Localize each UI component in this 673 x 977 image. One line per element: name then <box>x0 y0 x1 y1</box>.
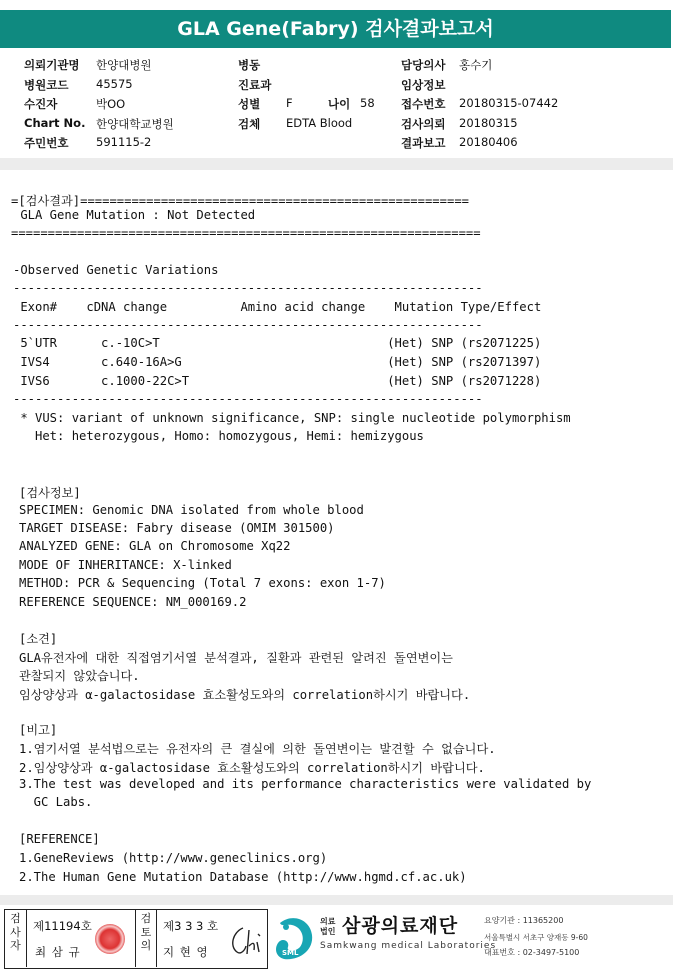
double-rule: ================================================================ <box>11 226 481 240</box>
observed-variations-title: -Observed Genetic Variations <box>13 263 219 277</box>
info-value-hospital-code: 45575 <box>96 77 133 91</box>
variation-table-header: Exon# cDNA change Amino acid change Mutation Type/Effect <box>13 300 542 314</box>
info-label-specimen: 검체 <box>238 117 261 131</box>
info-value-doctor: 홍수기 <box>459 58 493 72</box>
test-info-line: METHOD: PCR & Sequencing (Total 7 exons: exon 1-7) <box>19 576 386 590</box>
remarks-line: GC Labs. <box>19 795 93 809</box>
signature-box <box>4 909 268 969</box>
checker-name: 지 현 영 <box>163 945 209 959</box>
footer-divider <box>0 895 673 905</box>
abbreviation-note: * VUS: variant of unknown significance, SNP: single nucleotide polymorphism <box>13 411 571 425</box>
info-label-hospital-code: 병원코드 <box>24 78 69 92</box>
findings-line: 임상양상과 α-galactosidase 효소활성도와의 correlation하시기 바랍니다. <box>19 688 471 702</box>
org-name: 삼광의료재단 <box>342 915 459 937</box>
reference-header: [REFERENCE] <box>19 832 100 846</box>
info-value-specimen: EDTA Blood <box>286 116 353 130</box>
org-address: 서울특별시 서초구 양재동 9-60 <box>484 933 588 942</box>
table-bottom-rule: ---------------------------------------------------------------- <box>13 392 483 406</box>
remarks-header: [비고] <box>19 723 58 737</box>
tester-seal-stamp <box>95 924 125 954</box>
table-row: IVS6 c.1000-22C>T (Het) SNP (rs2071228) <box>13 374 542 388</box>
reference-line: 1.GeneReviews (http://www.geneclinics.org) <box>19 851 328 865</box>
info-label-age: 나이 <box>328 97 351 111</box>
test-info-line: TARGET DISEASE: Fabry disease (OMIM 301500) <box>19 521 335 535</box>
findings-header: [소견] <box>19 632 58 646</box>
checker-signature <box>227 924 265 960</box>
table-top-rule: ---------------------------------------------------------------- <box>13 281 483 295</box>
info-label-clinical-info: 임상정보 <box>401 78 446 92</box>
info-value-sex: F <box>286 96 293 110</box>
info-value-requesting-institution: 한양대병원 <box>96 58 152 72</box>
test-info-header: [검사정보] <box>19 486 81 500</box>
test-info-line: ANALYZED GENE: GLA on Chromosome Xq22 <box>19 539 291 553</box>
findings-line: 관찰되지 않았습니다. <box>19 669 140 683</box>
info-label-ward: 병동 <box>238 58 261 72</box>
remarks-line: 2.임상양상과 α-galactosidase 효소활성도와의 correlation하시기 바랍니다. <box>19 761 485 775</box>
info-value-report-date: 20180406 <box>459 135 518 149</box>
info-label-request-date: 검사의뢰 <box>401 117 446 131</box>
info-label-doctor: 담당의사 <box>401 58 446 72</box>
sml-logo-text: SML <box>282 949 299 957</box>
info-label-patient: 수진자 <box>24 97 58 111</box>
sml-logo-icon <box>272 913 314 963</box>
info-label-id-number: 주민번호 <box>24 136 69 150</box>
checker-label: 검토의 <box>135 910 157 967</box>
info-label-sex: 성별 <box>238 97 261 111</box>
table-row: IVS4 c.640-16A>G (Het) SNP (rs2071397) <box>13 355 542 369</box>
info-value-chart-no: 한양대학교병원 <box>96 117 174 131</box>
result-section-header: =[검사결과]===================================================== <box>11 194 469 208</box>
info-label-chart-no: Chart No. <box>24 116 86 130</box>
info-value-id-number: 591115-2 <box>96 135 152 149</box>
test-info-line: REFERENCE SEQUENCE: NM_000169.2 <box>19 595 247 609</box>
remarks-line: 1.염기서열 분석법으로는 유전자의 큰 결실에 의한 돌연변이는 발견할 수 없습니다. <box>19 742 496 756</box>
table-header-rule: ---------------------------------------------------------------- <box>13 318 483 332</box>
info-value-patient: 박OO <box>96 97 126 111</box>
tester-name: 최 삼 규 <box>35 945 81 959</box>
checker-license-no: 제3 3 3 호 <box>163 919 219 933</box>
abbreviation-note: Het: heterozygous, Homo: homozygous, Hemi: hemizygous <box>13 429 424 443</box>
info-label-requesting-institution: 의뢰기관명 <box>24 58 80 72</box>
info-label-report-date: 결과보고 <box>401 136 446 150</box>
report-footer <box>0 905 673 977</box>
org-type-tag: 의료법인 <box>320 917 336 936</box>
tester-license-no: 제11194호 <box>33 919 92 933</box>
findings-line: GLA유전자에 대한 직접염기서열 분석결과, 질환과 관련된 알려진 돌연변이는 <box>19 651 453 665</box>
info-value-receipt-number: 20180315-07442 <box>459 96 559 110</box>
info-label-department: 진료과 <box>238 78 272 92</box>
table-row: 5`UTR c.-10C>T (Het) SNP (rs2071225) <box>13 336 542 350</box>
info-value-age: 58 <box>360 96 375 110</box>
test-info-line: MODE OF INHERITANCE: X-linked <box>19 558 232 572</box>
reference-line: 2.The Human Gene Mutation Database (http://www.hgmd.cf.ac.uk) <box>19 870 467 884</box>
org-name-english: Samkwang medical Laboratories <box>320 941 497 951</box>
test-info-line: SPECIMEN: Genomic DNA isolated from whole blood <box>19 503 364 517</box>
institution-code: 요양기관 : 11365200 <box>484 916 564 925</box>
tester-label: 검사자 <box>5 910 27 967</box>
result-summary: GLA Gene Mutation : Not Detected <box>13 208 256 222</box>
patient-info-block <box>0 54 673 154</box>
remarks-line: 3.The test was developed and its performance characteristics were validated by <box>19 777 592 791</box>
org-phone: 대표번호 : 02-3497-5100 <box>484 948 580 957</box>
section-divider <box>0 158 673 170</box>
info-label-receipt-number: 접수번호 <box>401 97 446 111</box>
report-title: GLA Gene(Fabry) 검사결과보고서 <box>0 10 671 48</box>
info-value-request-date: 20180315 <box>459 116 518 130</box>
